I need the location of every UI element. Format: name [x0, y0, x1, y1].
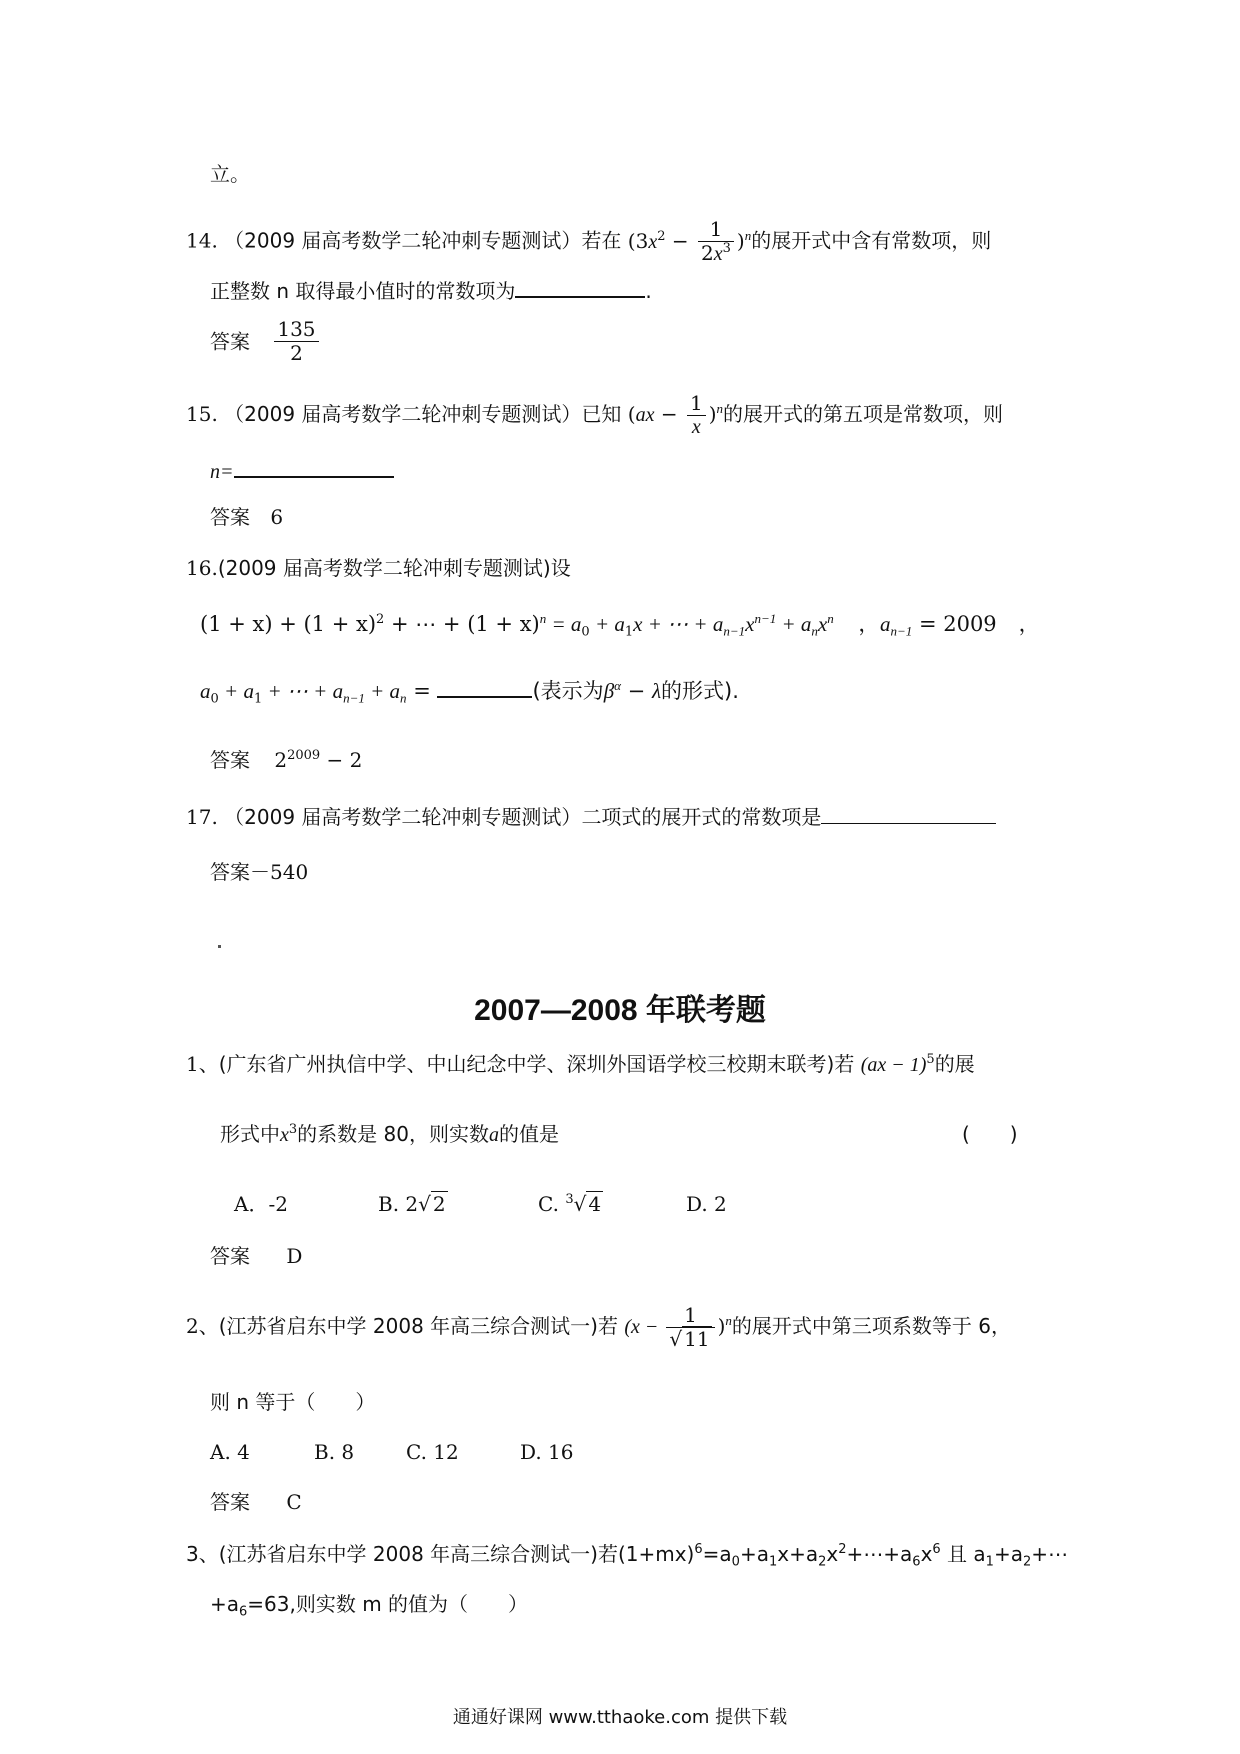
fraction: $\frac{1}{√ 11}$ — [666, 1304, 714, 1351]
option-a: A. 4 — [210, 1440, 250, 1464]
answer-s2 — [210, 1490, 302, 1514]
math-expression: (x − $\frac{1}{√ 11}$ )$^n$ — [624, 1303, 732, 1351]
option-d: D. 16 — [520, 1440, 574, 1464]
continued-text: 立。 — [210, 162, 250, 186]
question-s2: 2、(江苏省启东中学 2008 年高三综合测试一)若 (x − $\frac{1}{√ 11}$ )$^n$的展开式中第三项系数等于 6， — [186, 1303, 1011, 1351]
question-number: 14. — [186, 228, 218, 253]
answer-label: 答案 — [210, 860, 250, 884]
question-s3-line2: $+a_6=63$,则实数 m 的值为（ ） — [210, 1592, 529, 1620]
answer-value: －540 — [250, 860, 309, 884]
question-s2-line2: 则 n 等于（ ） — [210, 1390, 376, 1414]
option-a: A．-2 — [234, 1192, 288, 1216]
question-source: （2009 届高考数学二轮冲刺专题测试） — [224, 402, 582, 426]
answer-label: 答案 — [210, 1490, 250, 1514]
equation-16-expansion: $(1 + x) + (1 + x)^2$ + ⋯ + $(1 + x)^n = a_0 + a_1x$ + ⋯ + $a_{n-1}x^{n-1} + a_nx^n$ ， — [200, 611, 880, 640]
fraction: $\frac{1}{2x^3}$ — [698, 218, 734, 266]
question-number: 3、 — [186, 1542, 219, 1566]
answer-fraction: $\frac{135}{2}$ — [274, 318, 318, 365]
answer-blank — [515, 278, 645, 298]
answer-s1 — [210, 1244, 302, 1268]
question-number: 17. — [186, 805, 218, 829]
fraction: $\frac{1}{x}$ — [687, 392, 706, 439]
answer-blank — [821, 805, 996, 824]
answer-label: 答案 — [210, 748, 250, 772]
answer-parentheses: ( ) — [962, 1122, 1018, 1146]
answer-blank — [234, 458, 394, 478]
answer-label: 答案 — [210, 329, 250, 354]
option-c: C. $^3$√ 4 — [538, 1192, 602, 1216]
math-expression: ($3x^2$ − $\frac{1}{2x^3}$ )$^n$ — [627, 217, 752, 265]
answer-label: 答案 — [210, 1244, 250, 1268]
sqrt-expression: 2√ 2 — [405, 1192, 446, 1216]
option-c: C. 12 — [406, 1440, 459, 1464]
question-14-line2: 正整数 n 取得最小值时的常数项为 . — [210, 279, 652, 303]
question-15: 15. （2009 届高考数学二轮冲刺专题测试）已知 (ax − $\frac{1}{x}$ )$^n$的展开式的第五项是常数项，则 — [186, 391, 1004, 438]
question-15-line2: n= — [210, 458, 394, 484]
question-s1: 1、(广东省广州执信中学、中山纪念中学、深圳外国语学校三校期末联考)若 (ax − 1)$^5$的展 — [186, 1052, 975, 1076]
question-source: (江苏省启东中学 2008 年高三综合测试一) — [218, 1314, 598, 1338]
answer-value: $2^{2009} - 2$ — [274, 748, 363, 772]
answer-15 — [210, 505, 283, 529]
answer-17 — [210, 860, 308, 884]
stray-mark — [218, 945, 221, 948]
section-title: 2007—2008 年联考题 — [474, 994, 766, 1027]
answer-value: 6 — [270, 505, 284, 529]
question-s1-line2: 形式中$x^3$的系数是 80，则实数a的值是 — [220, 1122, 559, 1146]
answer-16 — [210, 748, 362, 772]
question-number: 2、 — [186, 1314, 219, 1338]
cube-root-expression: $^3$√ 4 — [565, 1192, 602, 1216]
question-number: 15. — [186, 402, 218, 426]
option-b: B. 2√ 2 — [378, 1192, 446, 1216]
question-17: 17. （2009 届高考数学二轮冲刺专题测试）二项式的展开式的常数项是 — [186, 805, 996, 829]
option-d: D. 2 — [686, 1192, 727, 1216]
question-source: （2009 届高考数学二轮冲刺专题测试） — [224, 805, 582, 829]
question-source: (广东省广州执信中学、中山纪念中学、深圳外国语学校三校期末联考) — [218, 1052, 835, 1076]
equation-16-condition: $a_{n-1} = 2009$ ， — [880, 612, 1040, 639]
answer-14 — [210, 318, 322, 365]
answer-value: C — [286, 1490, 302, 1514]
question-s3: 3、(江苏省启东中学 2008 年高三综合测试一)若$(1+mx)^6=a_0+a_1x+a_2x^2+\cdots+a_6x^6$ 且 $a_1+a_2+\cdots$ — [186, 1542, 1069, 1570]
math-expression: (ax − $\frac{1}{x}$ )$^n$ — [627, 391, 724, 438]
option-b: B. 8 — [314, 1440, 355, 1464]
page-footer: 通通好课网 www.tthaoke.com 提供下载 — [452, 1707, 788, 1728]
answer-blank — [437, 678, 532, 698]
question-14: 14. （2009 届高考数学二轮冲刺专题测试）若在 ($3x^2$ − $\frac{1}{2x^3}$ )$^n$的展开式中含有常数项，则 — [186, 217, 992, 265]
question-source: (江苏省启东中学 2008 年高三综合测试一) — [218, 1542, 598, 1566]
equation-16-sum: $a_0 + a_1$ + ⋯ + $a_{n-1} + a_n$ = (表示为$\beta^\alpha - \lambda$的形式). — [200, 678, 739, 707]
question-source: (2009 届高考数学二轮冲刺专题测试) — [217, 556, 551, 580]
question-source: （2009 届高考数学二轮冲刺专题测试） — [224, 228, 582, 253]
question-number: 1、 — [186, 1052, 219, 1076]
answer-label: 答案 — [210, 505, 250, 529]
answer-value: D — [286, 1244, 303, 1268]
question-number: 16. — [186, 556, 218, 580]
question-16: 16.(2009 届高考数学二轮冲刺专题测试)设 — [186, 556, 571, 580]
